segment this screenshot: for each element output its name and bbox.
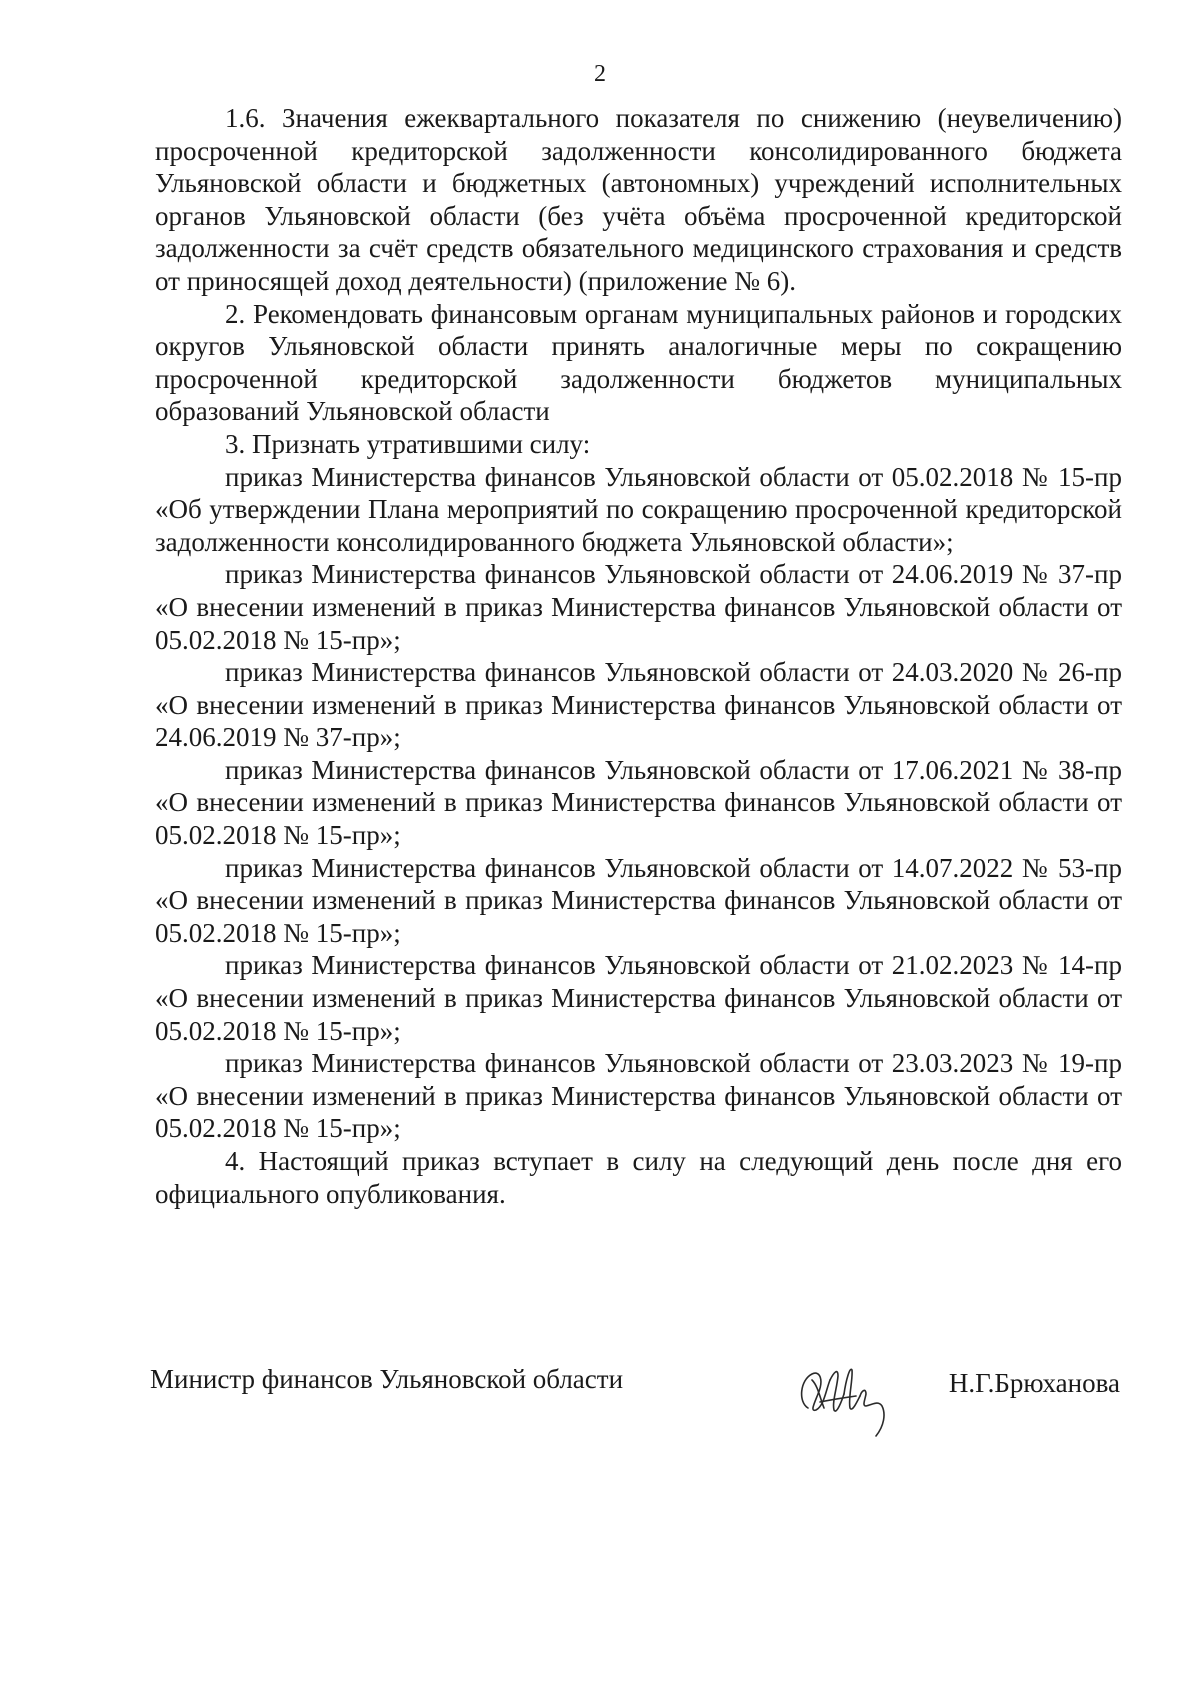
signatory-title: Министр финансов Ульяновской области: [150, 1364, 624, 1394]
handwritten-signature: [790, 1350, 900, 1440]
document-body: [155, 102, 1122, 1210]
paragraph-3: 3. Признать утратившими силу:: [225, 428, 591, 459]
paragraph-2: 2. Рекомендовать финансовым органам муниципальных районов и городских округов Ульяновской области принять аналогичные меры по сокращению просроченной кредиторской задолженности бюджетов муниципальных образований Ульяновской области: [155, 298, 1122, 427]
signature-block: [150, 1352, 1120, 1442]
repealed-order-6: приказ Министерства финансов Ульяновской области от 21.02.2023 № 14-пр «О внесении изменений в приказ Министерства финансов Ульяновской области от 05.02.2018 № 15-пр»;: [155, 950, 1122, 1046]
repealed-order-5: приказ Министерства финансов Ульяновской области от 14.07.2022 № 53-пр «О внесении изменений в приказ Министерства финансов Ульяновской области от 05.02.2018 № 15-пр»;: [155, 852, 1122, 948]
repealed-order-3: приказ Министерства финансов Ульяновской области от 24.03.2020 № 26-пр «О внесении изменений в приказ Министерства финансов Ульяновской области от 24.06.2019 № 37-пр»;: [155, 657, 1122, 753]
paragraph-1-6: 1.6. Значения ежеквартального показателя по снижению (неувеличению) просроченной кредиторской задолженности консолидированного бюджета Ульяновской области и бюджетных (автономных) учреждений исполнительных органов Ульяновской области (без учёта объёма просроченной кредиторской задолженности за счёт средств обязательного медицинского страхования и средств от приносящей доход деятельности) (приложение № 6).: [155, 103, 1122, 296]
signatory-name: Н.Г.Брюханова: [948, 1368, 1120, 1398]
paragraph-4: 4. Настоящий приказ вступает в силу на следующий день после дня его официального опубликования.: [155, 1146, 1122, 1209]
repealed-order-2: приказ Министерства финансов Ульяновской области от 24.06.2019 № 37-пр «О внесении изменений в приказ Министерства финансов Ульяновской области от 05.02.2018 № 15-пр»;: [155, 559, 1122, 655]
repealed-order-1: приказ Министерства финансов Ульяновской области от 05.02.2018 № 15-пр «Об утверждении Плана мероприятий по сокращению просроченной кредиторской задолженности консолидированного бюджета Ульяновской области»;: [155, 461, 1122, 557]
page-number: 2: [594, 61, 606, 87]
repealed-order-7: приказ Министерства финансов Ульяновской области от 23.03.2023 № 19-пр «О внесении изменений в приказ Министерства финансов Ульяновской области от 05.02.2018 № 15-пр»;: [155, 1048, 1122, 1144]
repealed-order-4: приказ Министерства финансов Ульяновской области от 17.06.2021 № 38-пр «О внесении изменений в приказ Министерства финансов Ульяновской области от 05.02.2018 № 15-пр»;: [155, 754, 1122, 851]
